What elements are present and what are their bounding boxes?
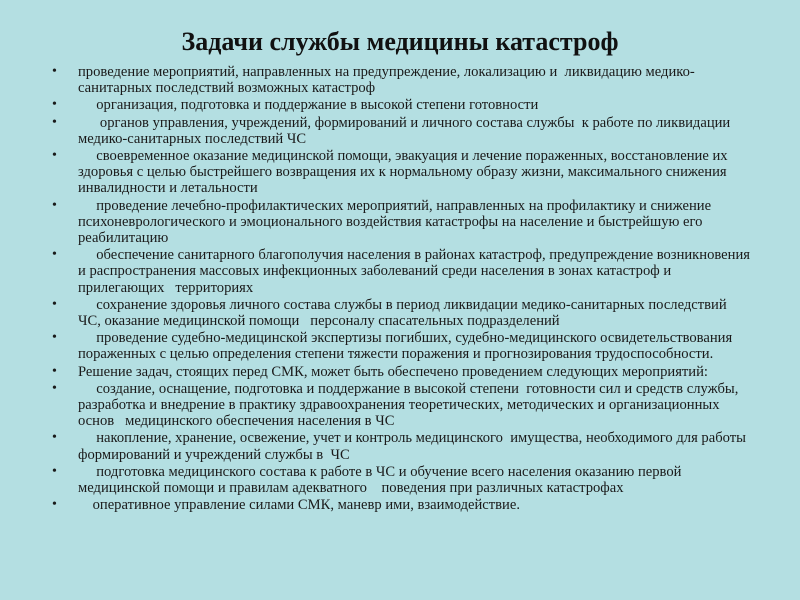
bullet-list xyxy=(52,64,752,514)
bullet-item xyxy=(52,64,752,96)
bullet-text: Решение задач, стоящих перед СМК, может быть обеспечено проведением следующих мероприятий: xyxy=(78,363,708,380)
bullet-text: подготовка медицинского состава к работе в ЧС и обучение всего населения оказанию первой медицинской помощи и правилам адекватного поведения при различных катастрофах xyxy=(78,463,686,497)
bullet-text: создание, оснащение, подготовка и поддержание в высокой степени готовности сил и средств службы, разработка и внедрение в практику здравоохранения теоретических, методических и организационных основ медицинского обеспечения населения в ЧС xyxy=(78,380,743,430)
bullet-text: органов управления, учреждений, формирований и личного состава службы к работе по ликвидации медико-санитарных последствий ЧС xyxy=(78,114,734,147)
bullet-text: проведение лечебно-профилактических мероприятий, направленных на профилактику и снижение психоневрологического и эмоционального воздействия катастрофы на население и быстрейшую его реабилитацию xyxy=(78,197,715,247)
bullet-item xyxy=(52,464,752,496)
bullet-item xyxy=(52,115,752,147)
bullet-text: оперативное управление силами СМК, маневр ими, взаимодействие. xyxy=(78,497,520,514)
bullet-text: обеспечение санитарного благополучия населения в районах катастроф, предупреждение возникновения и распространения массовых инфекционных заболеваний среди населения в зонах катастроф и прилегающих территориях xyxy=(78,247,754,296)
bullet-text: накопление, хранение, освежение, учет и контроль медицинского имущества, необходимого для работы формирований и учреждений службы в ЧС xyxy=(78,430,750,463)
bullet-item xyxy=(52,97,752,113)
bullet-item xyxy=(52,430,752,462)
bullet-text: организация, подготовка и поддержание в высокой степени готовности xyxy=(78,97,539,114)
bullet-text: своевременное оказание медицинской помощи, эвакуация и лечение пораженных, восстановление их здоровья с целью быстрейшего возвращения их к нормальному образу жизни, максимального снижения инвалидности и летальности xyxy=(78,148,732,197)
bullet-item xyxy=(52,297,752,329)
slide-title: Задачи службы медицины катастроф xyxy=(181,27,619,56)
bullet-item xyxy=(52,381,752,430)
bullet-text: проведение мероприятий, направленных на предупреждение, локализацию и ликвидацию медико-санитарных последствий возможных катастроф xyxy=(78,64,695,97)
bullet-text: сохранение здоровья личного состава службы в период ликвидации медико-санитарных последствий ЧС, оказание медицинской помощи персоналу спасательных подразделений xyxy=(78,296,731,330)
bullet-item xyxy=(52,330,752,362)
bullet-item xyxy=(52,497,752,513)
bullet-item xyxy=(52,148,752,197)
bullet-item xyxy=(52,364,752,380)
bullet-item xyxy=(52,198,752,247)
bullet-text: проведение судебно-медицинской экспертизы погибших, судебно-медицинского освидетельствования пораженных с целью определения степени тяжести поражения и прогнозирования трудоспособности. xyxy=(78,330,736,363)
bullet-item xyxy=(52,247,752,296)
